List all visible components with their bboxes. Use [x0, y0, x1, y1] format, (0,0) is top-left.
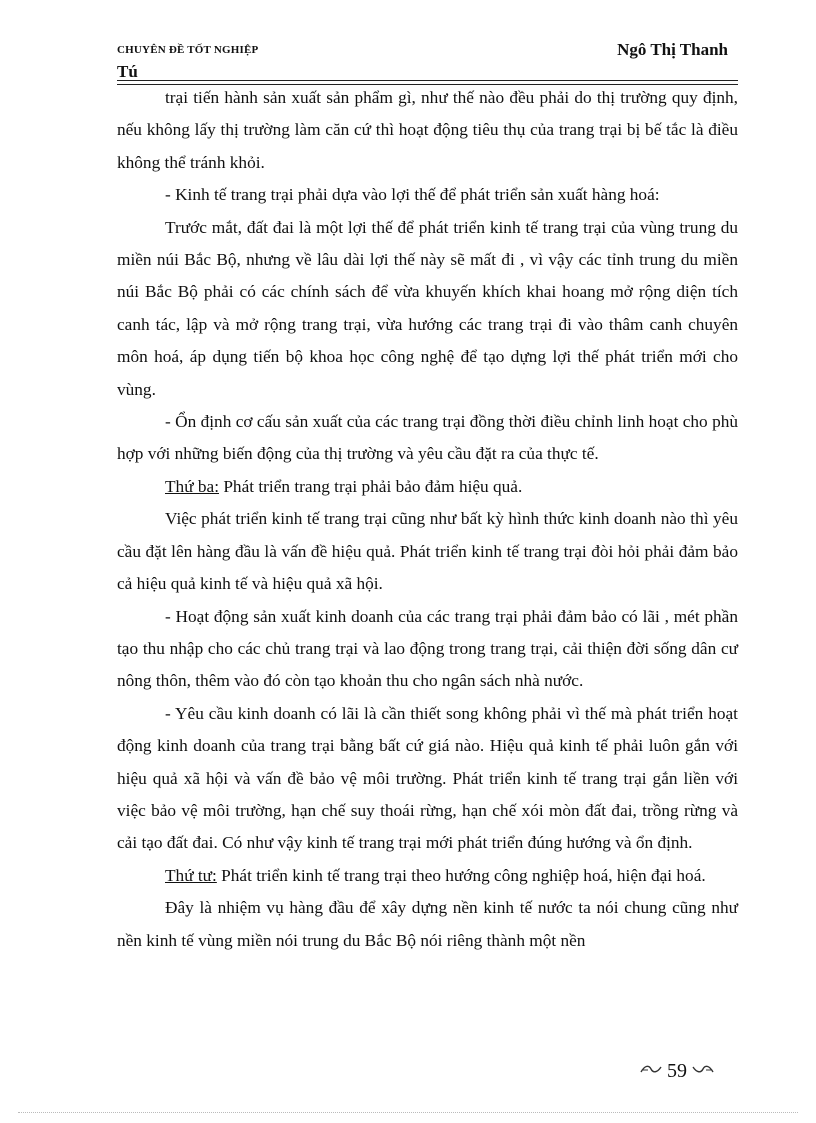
paragraph: - Ổn định cơ cấu sản xuất của các trang trại đồng thời điều chỉnh linh hoạt cho phù hợp với những biến động của thị trường và yêu cầu đặt ra của thực tế.: [117, 412, 738, 464]
page-header: [117, 40, 738, 84]
scroll-flourish-icon: [691, 1063, 715, 1080]
header-rule-thick: [117, 80, 738, 81]
page-footer: [639, 1060, 715, 1083]
section-text: Phát triển kinh tế trang trại theo hướng công nghiệp hoá, hiện đại hoá.: [216, 865, 706, 885]
section-label: Thứ ba:: [165, 476, 219, 496]
header-author: Ngô Thị Thanh: [617, 40, 728, 59]
paragraph: trại tiến hành sản xuất sản phẩm gì, như thế nào đều phải do thị trường quy định, nếu không lấy thị trường làm căn cứ thì hoạt động tiêu thụ của trang trại bị bế tắc là điều không thể tránh khỏi.: [117, 88, 738, 172]
paragraph: Trước mắt, đất đai là một lợi thế để phát triển kinh tế trang trại của vùng trung du miền núi Bắc Bộ, nhưng về lâu dài lợi thế này sẽ mất đi , vì vậy các tỉnh trung du miền núi Bắc Bộ phải có các chính sách để vừa khuyến khích khai hoang mở rộng diện tích canh tác, lập và mở rộng trang trại, vừa hướng các trang trại đi vào thâm canh chuyên môn hoá, áp dụng tiến bộ khoa học công nghệ để tạo dựng lợi thế phát triển mới cho vùng.: [117, 217, 738, 399]
paragraph: - Hoạt động sản xuất kinh doanh của các trang trại phải đảm bảo có lãi , mét phần tạo thu nhập cho các chủ trang trại và lao động trong trang trại, cải thiện đời sống dân cư nông thôn, thêm vào đó còn tạo khoản thu cho ngân sách nhà nước.: [117, 606, 738, 691]
section-heading-third: [117, 471, 738, 503]
paragraph: - Yêu cầu kinh doanh có lãi là cần thiết song không phải vì thế mà phát triển hoạt động kinh doanh của trang trại bằng bất cứ giá nào. Hiệu quả kinh tế phải luôn gắn với hiệu quả xã hội và vấn đề bảo vệ môi trường. Phát triển kinh tế trang trại gắn liền với việc bảo vệ môi trường, hạn chế suy thoái rừng, hạn chế xói mòn đất đai, trồng rừng và cải tạo đất đai. Có như vậy kinh tế trang trại mới phát triển đúng hướng và ổn định.: [117, 703, 738, 853]
paragraph: Việc phát triển kinh tế trang trại cũng như bất kỳ hình thức kinh doanh nào thì yêu cầu đặt lên hàng đầu là vấn đề hiệu quả. Phát triển kinh tế trang trại đòi hỏi phải đảm bảo cả hiệu quả kinh tế và hiệu quả xã hội.: [117, 509, 738, 594]
page-body: [117, 82, 738, 957]
header-title: CHUYÊN ĐỀ TỐT NGHIỆP: [117, 44, 259, 56]
scroll-flourish-icon: [639, 1063, 663, 1080]
paragraph: Đây là nhiệm vụ hàng đầu để xây dựng nền kinh tế nước ta nói chung cũng như nền kinh tế vùng miền nói trung du Bắc Bộ nói riêng thành một nền: [117, 898, 738, 950]
section-label: Thứ tư:: [165, 865, 217, 885]
header-author-continued: Tú: [117, 62, 138, 81]
page-edge-divider: [18, 1112, 798, 1113]
section-heading-fourth: [117, 860, 738, 892]
section-text: Phát triển trang trại phải bảo đảm hiệu quả.: [219, 476, 523, 496]
page-number: 59: [667, 1060, 687, 1082]
paragraph: - Kinh tế trang trại phải dựa vào lợi thế để phát triển sản xuất hàng hoá:: [165, 185, 660, 205]
